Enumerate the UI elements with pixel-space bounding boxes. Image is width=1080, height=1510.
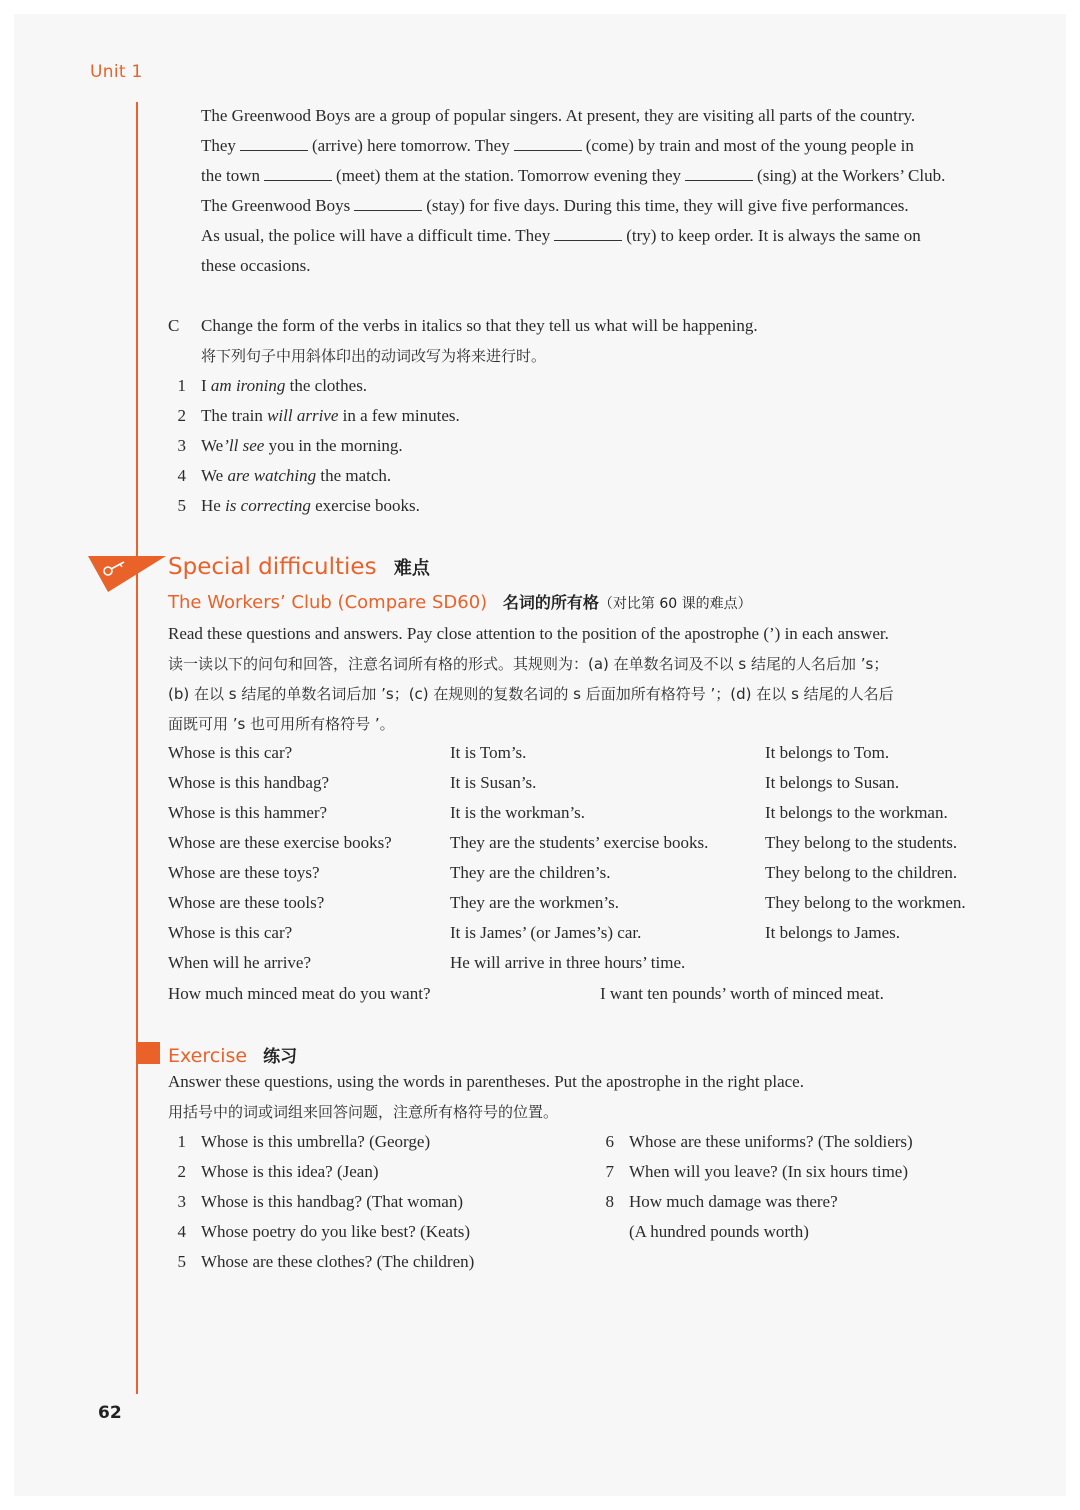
qa-answer-short: It is Tom’s. — [450, 743, 527, 762]
qa-question: When will he arrive? — [168, 953, 312, 972]
qa-answer-short: It is the workman’s. — [450, 803, 586, 822]
text: (come) by train and most of the young people in — [585, 136, 914, 155]
qa-answer-long: They belong to the students. — [765, 833, 958, 852]
qa-question: Whose are these tools? — [168, 893, 325, 912]
passage-line-4 — [201, 196, 909, 216]
section-c-item — [201, 466, 391, 486]
text: 练习 — [263, 1047, 298, 1067]
qa-last-question: How much minced meat do you want? — [168, 984, 431, 1003]
qa-answer-long: It belongs to Susan. — [765, 773, 900, 792]
qa-question: Whose is this handbag? — [168, 773, 329, 792]
section-c-item — [201, 376, 367, 396]
item-number: 1 — [177, 376, 186, 395]
blank — [685, 167, 753, 181]
exercise-item: When will you leave? (In six hours time) — [629, 1162, 909, 1181]
section-c-instruction-cn: 将下列句子中用斜体印出的动词改写为将来进行时。 — [201, 347, 547, 365]
text: He — [201, 496, 226, 515]
item-number: 4 — [177, 1222, 186, 1241]
blank — [514, 137, 582, 151]
blank — [354, 197, 422, 211]
text: the town — [201, 166, 261, 185]
qa-question: Whose is this hammer? — [168, 803, 328, 822]
exercise-item: Whose poetry do you like best? (Keats) — [201, 1222, 471, 1241]
exercise-marker — [136, 1042, 160, 1064]
special-subtitle — [168, 590, 752, 613]
text: you in the morning. — [264, 436, 403, 455]
blank — [554, 227, 622, 241]
item-number: 5 — [177, 496, 186, 515]
text: We — [201, 466, 228, 485]
qa-question: Whose is this car? — [168, 923, 293, 942]
qa-answer-short: They are the children’s. — [450, 863, 611, 882]
special-para-2: 读一读以下的问句和回答，注意名词所有格的形式。其规则为：(a) 在单数名词及不以 s 结尾的人名后加 ’s； — [168, 655, 889, 673]
exercise-item: (A hundred pounds worth) — [629, 1222, 809, 1241]
italic-verb: ’ll see — [223, 436, 265, 455]
item-number: 1 — [177, 1132, 186, 1151]
item-number: 2 — [177, 406, 186, 425]
page-number: 62 — [98, 1403, 122, 1423]
text: the match. — [316, 466, 392, 485]
qa-answer-short: He will arrive in three hours’ time. — [450, 953, 686, 972]
text: (arrive) here tomorrow. They — [311, 136, 510, 155]
item-number: 2 — [177, 1162, 186, 1181]
qa-answer-long: It belongs to Tom. — [765, 743, 890, 762]
passage-line-2 — [201, 136, 914, 156]
qa-answer-long: They belong to the workmen. — [765, 893, 966, 912]
exercise-item: Whose are these clothes? (The children) — [201, 1252, 475, 1271]
exercise-item: Whose is this handbag? (That woman) — [201, 1192, 464, 1211]
qa-answer-short: It is Susan’s. — [450, 773, 537, 792]
item-number: 5 — [177, 1252, 186, 1271]
item-number: 3 — [177, 1192, 186, 1211]
qa-answer-short: It is James’ (or James’s) car. — [450, 923, 642, 942]
text: We — [201, 436, 224, 455]
text: (try) to keep order. It is always the same on — [626, 226, 921, 245]
text: 难点 — [393, 558, 430, 579]
qa-answer-short: They are the workmen’s. — [450, 893, 619, 912]
qa-answer-long: They belong to the children. — [765, 863, 958, 882]
text: (sing) at the Workers’ Club. — [757, 166, 946, 185]
key-icon — [88, 556, 168, 596]
qa-question: Whose is this car? — [168, 743, 293, 762]
blank — [240, 137, 308, 151]
text: (meet) them at the station. Tomorrow evening they — [336, 166, 682, 185]
text: the clothes. — [285, 376, 368, 395]
item-number: 3 — [177, 436, 186, 455]
qa-answer-long: It belongs to James. — [765, 923, 901, 942]
special-title — [168, 554, 430, 580]
passage-line-5 — [201, 226, 921, 246]
italic-verb: is correcting — [225, 496, 311, 515]
text: 名词的所有格 — [502, 593, 599, 612]
text: I — [201, 376, 211, 395]
special-para-4: 面既可用 ’s 也可用所有格符号 ’。 — [168, 715, 395, 733]
italic-verb: are watching — [227, 466, 317, 485]
section-c-instruction: Change the form of the verbs in italics so that they tell us what will be happening. — [201, 316, 758, 335]
qa-answer-long: It belongs to the workman. — [765, 803, 948, 822]
text: (stay) for five days. During this time, they will give five performances. — [426, 196, 909, 215]
exercise-item: Whose are these uniforms? (The soldiers) — [629, 1132, 913, 1151]
text: （对比第 60 课的难点） — [598, 596, 752, 612]
text: Special difficulties — [168, 554, 377, 580]
passage-line-3 — [201, 166, 945, 186]
text: The Greenwood Boys — [201, 196, 351, 215]
exercise-instruction: Answer these questions, using the words in parentheses. Put the apostrophe in the right place. — [168, 1072, 804, 1091]
item-number: 7 — [605, 1162, 614, 1181]
exercise-item: Whose is this umbrella? (George) — [201, 1132, 431, 1151]
text: The Workers’ Club (Compare SD60) — [168, 592, 488, 613]
text: exercise books. — [310, 496, 420, 515]
qa-last-answer: I want ten pounds’ worth of minced meat. — [600, 984, 884, 1003]
exercise-title — [168, 1042, 297, 1067]
section-letter: C — [168, 316, 180, 335]
unit-label: Unit 1 — [90, 62, 143, 82]
text: They — [201, 136, 236, 155]
passage-line-1: The Greenwood Boys are a group of popular singers. At present, they are visiting all parts of the country. — [201, 106, 916, 125]
text: in a few minutes. — [338, 406, 460, 425]
italic-verb: will arrive — [267, 406, 339, 425]
blank — [264, 167, 332, 181]
qa-question: Whose are these exercise books? — [168, 833, 392, 852]
qa-answer-short: They are the students’ exercise books. — [450, 833, 709, 852]
item-number: 6 — [605, 1132, 614, 1151]
exercise-item: How much damage was there? — [629, 1192, 838, 1211]
passage-line-6: these occasions. — [201, 256, 311, 275]
section-c-item — [201, 496, 420, 516]
special-para-3: (b) 在以 s 结尾的单数名词后加 ’s；(c) 在规则的复数名词的 s 后面加所有格符号 ’；(d) 在以 s 结尾的人名后 — [168, 685, 894, 703]
section-c-item — [201, 406, 460, 426]
text: Exercise — [168, 1045, 248, 1067]
italic-verb: am ironing — [210, 376, 286, 395]
item-number: 4 — [177, 466, 186, 485]
exercise-instruction-cn: 用括号中的词或词组来回答问题，注意所有格符号的位置。 — [168, 1103, 559, 1121]
exercise-item: Whose is this idea? (Jean) — [201, 1162, 379, 1181]
text: As usual, the police will have a difficult time. They — [201, 226, 551, 245]
special-para-1: Read these questions and answers. Pay close attention to the position of the apostrophe (’) in each answer. — [168, 624, 889, 643]
margin-rule — [136, 102, 138, 1394]
text: The train — [201, 406, 268, 425]
qa-question: Whose are these toys? — [168, 863, 320, 882]
section-c-item — [201, 436, 403, 456]
item-number: 8 — [605, 1192, 614, 1211]
